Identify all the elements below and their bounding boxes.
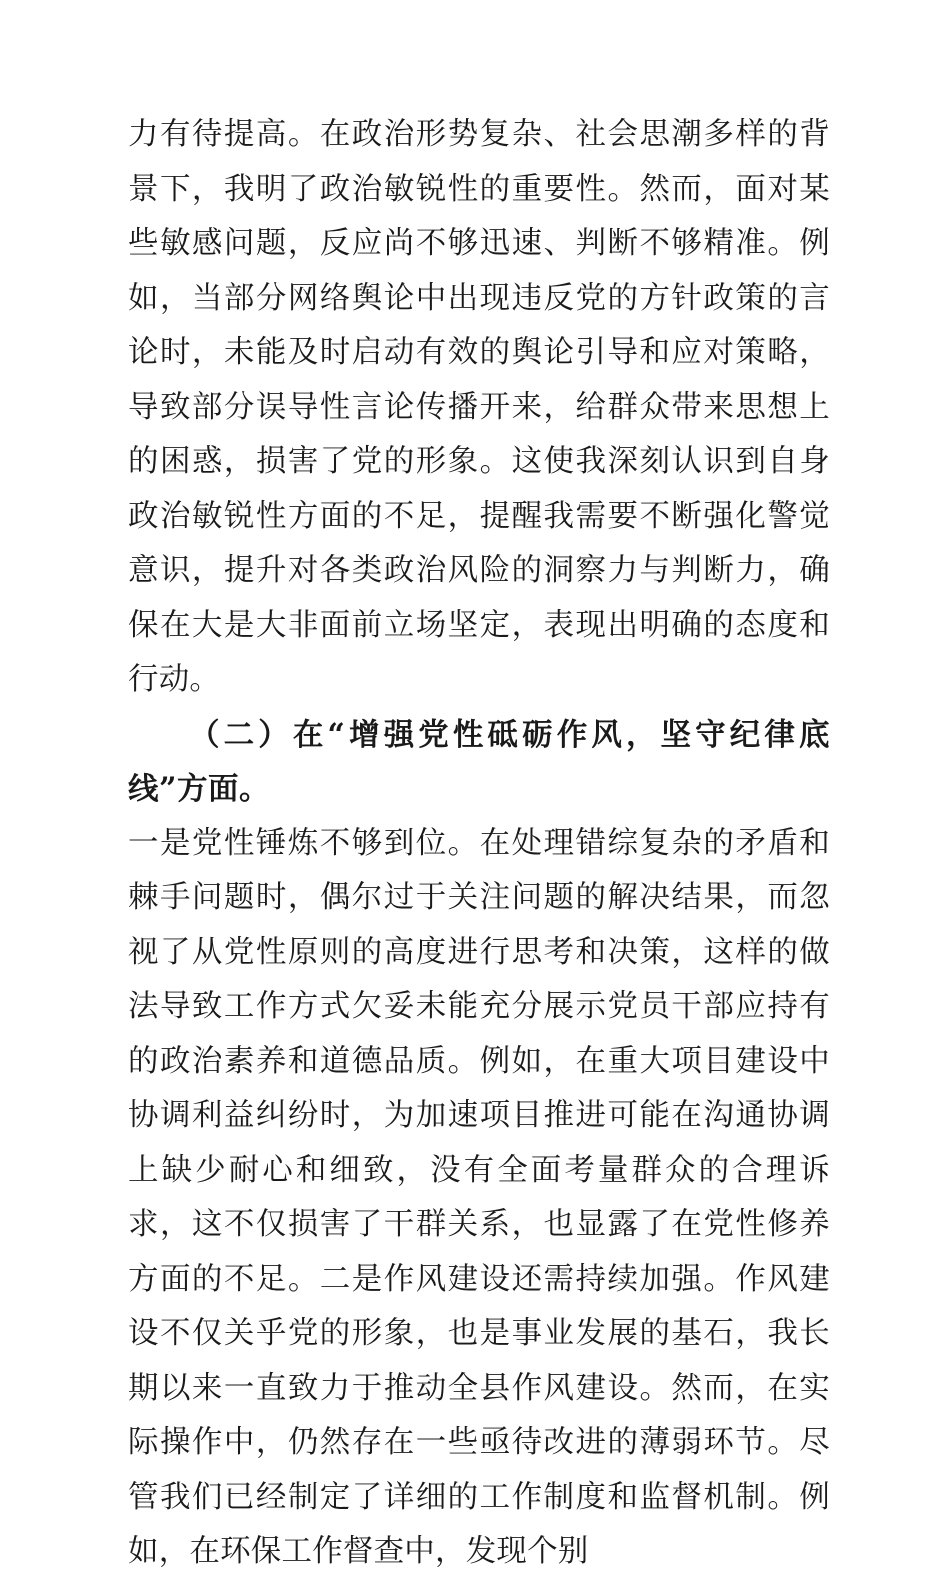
- paragraph-section-two-body: 一是党性锤炼不够到位。在处理错综复杂的矛盾和棘手问题时，偶尔过于关注问题的解决结果，而忽视了从党性原则的高度进行思考和决策，这样的做法导致工作方式欠妥未能充分展示党员干部应持有的政治素养和道德品质。例如，在重大项目建设中协调利益纠纷时，为加速项目推进可能在沟通协调上缺少耐心和细致，没有全面考量群众的合理诉求，这不仅损害了干群关系，也显露了在党性修养方面的不足。二是作风建设还需持续加强。作风建设不仅关乎党的形象，也是事业发展的基石，我长期以来一直致力于推动全县作风建设。然而，在实际操作中，仍然存在一些亟待改进的薄弱环节。尽管我们已经制定了详细的工作制度和监督机制。例如，在环保工作督查中，发现个别: [128, 825, 830, 1569]
- document-body: [128, 108, 830, 1580]
- section-heading-two: （二）在“增强党性砥砺作风，坚守纪律底线”方面。: [128, 716, 830, 807]
- paragraph-continued: 力有待提高。在政治形势复杂、社会思潮多样的背景下，我明了政治敏锐性的重要性。然而，面对某些敏感问题，反应尚不够迅速、判断不够精准。例如，当部分网络舆论中出现违反党的方针政策的言论时，未能及时启动有效的舆论引导和应对策略，导致部分误导性言论传播开来，给群众带来思想上的困惑，损害了党的形象。这使我深刻认识到自身政治敏锐性方面的不足，提醒我需要不断强化警觉意识，提升对各类政治风险的洞察力与判断力，确保在大是大非面前立场坚定，表现出明确的态度和行动。: [128, 117, 830, 697]
